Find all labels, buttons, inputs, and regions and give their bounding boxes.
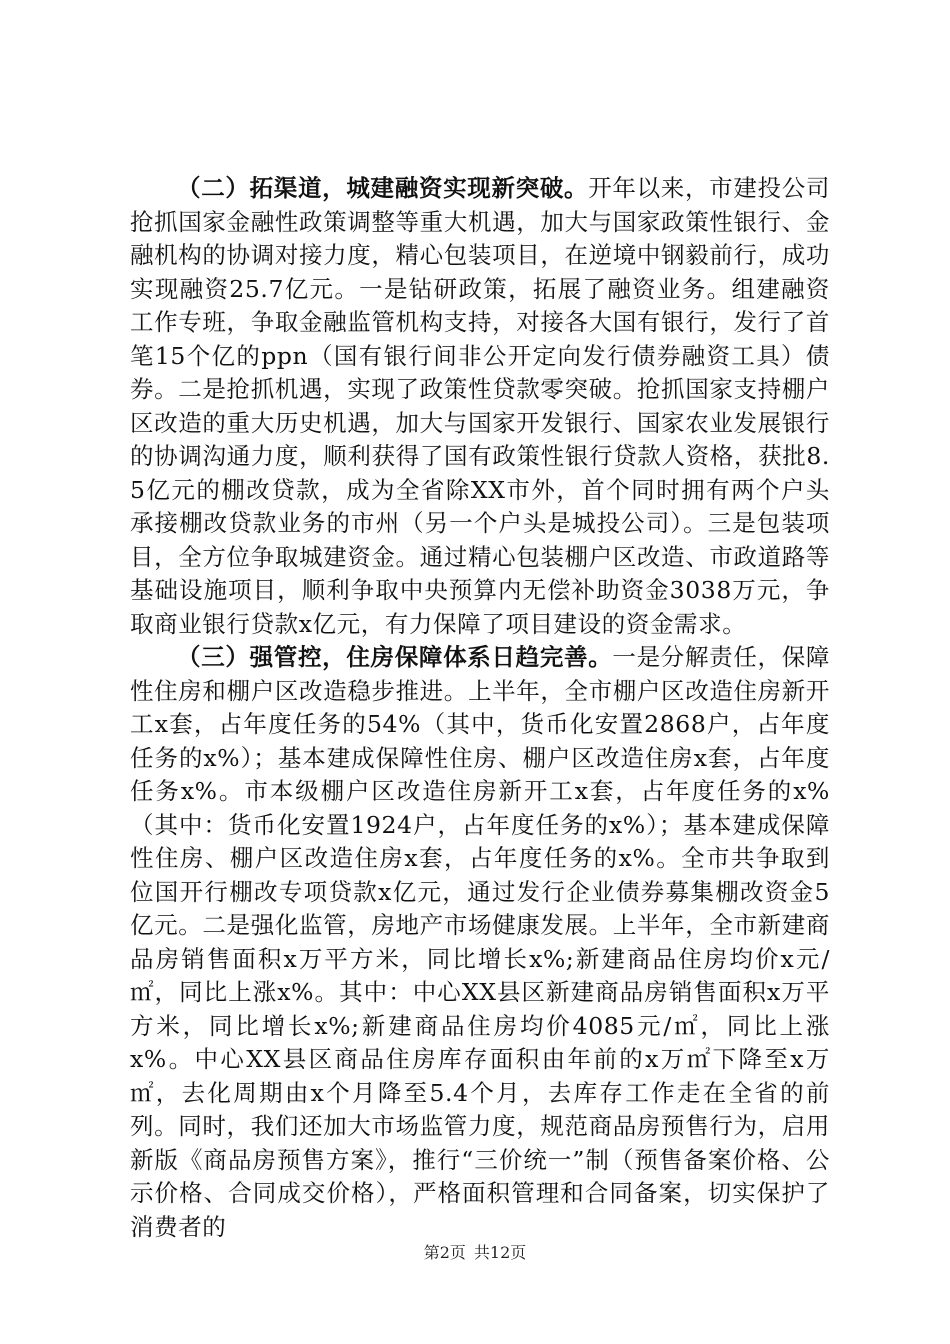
page-total: 共12页 xyxy=(473,1243,527,1262)
paragraph-heading: （三）强管控，住房保障体系日趋完善。 xyxy=(177,643,613,671)
page-number: 第2页 xyxy=(423,1243,466,1262)
document-body xyxy=(130,172,830,1244)
paragraph-financing xyxy=(130,172,830,641)
paragraph-text: 开年以来，市建投公司抢抓国家金融性政策调整等重大机遇，加大与国家政策性银行、金融机构的协调对接力度，精心包装项目，在逆境中钢毅前行，成功实现融资25.7亿元。一是钻研政策，拓展了融资业务。组建融资工作专班，争取金融监管机构支持，对接各大国有银行，发行了首笔15个亿的ppn（国有银行间非公开定向发行债券融资工具）债券。二是抢抓机遇，实现了政策性贷款零突破。抢抓国家支持棚户区改造的重大历史机遇，加大与国家开发银行、国家农业发展银行的协调沟通力度，顺利获得了国有政策性银行贷款人资格，获批8.5亿元的棚改贷款，成为全省除XX市外，首个同时拥有两个户头承接棚改贷款业务的市州（另一个户头是城投公司）。三是包装项目，全方位争取城建资金。通过精心包装棚户区改造、市政道路等基础设施项目，顺利争取中央预算内无偿补助资金3038万元，争取商业银行贷款x亿元，有力保障了项目建设的资金需求。 xyxy=(130,174,830,638)
paragraph-text: 一是分解责任，保障性住房和棚户区改造稳步推进。上半年，全市棚户区改造住房新开工x套，占年度任务的54%（其中，货币化安置2868户，占年度任务的x%）；基本建成保障性住房、棚户区改造住房x套，占年度任务x%。市本级棚户区改造住房新开工x套，占年度任务的x%（其中：货币化安置1924户，占年度任务的x%）；基本建成保障性住房、棚户区改造住房x套，占年度任务的x%。全市共争取到位国开行棚改专项贷款x亿元，通过发行企业债券募集棚改资金5亿元。二是强化监管，房地产市场健康发展。上半年，全市新建商品房销售面积x万平方米，同比增长x%;新建商品住房均价x元/㎡，同比上涨x%。其中：中心XX县区新建商品房销售面积x万平方米，同比增长x%;新建商品住房均价4085元/㎡，同比上涨x%。中心XX县区商品住房库存面积由年前的x万㎡下降至x万㎡，去化周期由x个月降至5.4个月，去库存工作走在全省的前列。同时，我们还加大市场监管力度，规范商品房预售行为，启用新版《商品房预售方案》，推行“三价统一”制（预售备案价格、公示价格、合同成交价格），严格面积管理和合同备案，切实保护了消费者的 xyxy=(130,643,830,1241)
paragraph-housing xyxy=(130,641,830,1244)
page-footer xyxy=(0,1243,950,1263)
paragraph-heading: （二）拓渠道，城建融资实现新突破。 xyxy=(177,174,589,202)
